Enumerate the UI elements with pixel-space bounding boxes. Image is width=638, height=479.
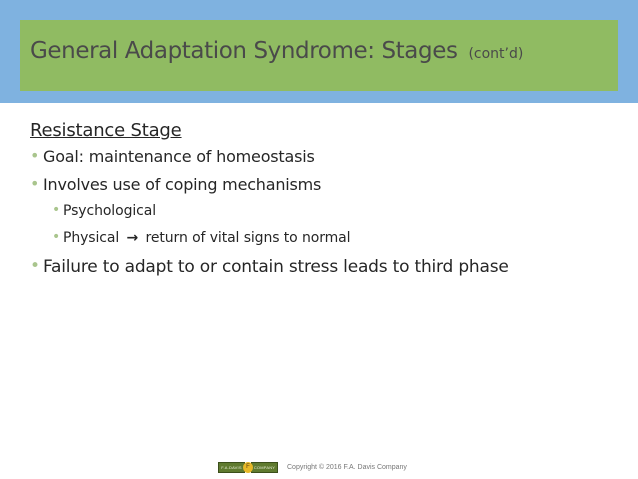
arrow-right-icon: → xyxy=(126,230,139,246)
bullet-text: Goal: maintenance of homeostasis xyxy=(43,147,315,166)
publisher-logo xyxy=(218,462,278,473)
bullet-item xyxy=(30,175,618,194)
slide-content xyxy=(30,120,618,286)
sub-bullet-icon: • xyxy=(52,202,61,218)
section-heading: Resistance Stage xyxy=(30,120,182,141)
bullet-item xyxy=(30,147,618,166)
logo-right-panel: COMPANY xyxy=(251,462,278,473)
bullet-text: Involves use of coping mechanisms xyxy=(43,175,322,194)
footer xyxy=(218,461,407,473)
bullet-text: Failure to adapt to or contain stress leads to third phase xyxy=(43,257,509,277)
copyright-text: Copyright © 2016 F.A. Davis Company xyxy=(287,463,407,471)
bullet-icon: • xyxy=(30,174,40,193)
bullet-icon: • xyxy=(30,256,40,276)
logo-emblem-icon: F xyxy=(243,462,253,473)
logo-left-panel: F.A.DAVIS xyxy=(218,462,245,473)
sub-bullet-item xyxy=(30,230,618,246)
sub-bullet-item xyxy=(30,203,618,219)
sub-bullet-text: return of vital signs to normal xyxy=(145,230,351,246)
sub-bullet-text: Psychological xyxy=(63,203,157,219)
slide-title xyxy=(30,38,523,64)
sub-bullet-text: Physical xyxy=(63,230,120,246)
slide-title-text: General Adaptation Syndrome: Stages xyxy=(30,38,458,64)
bullet-item xyxy=(30,257,618,277)
sub-bullet-icon: • xyxy=(52,229,61,245)
slide-title-suffix: (cont’d) xyxy=(468,46,524,62)
bullet-icon: • xyxy=(30,146,40,165)
bullet-list xyxy=(30,147,618,277)
